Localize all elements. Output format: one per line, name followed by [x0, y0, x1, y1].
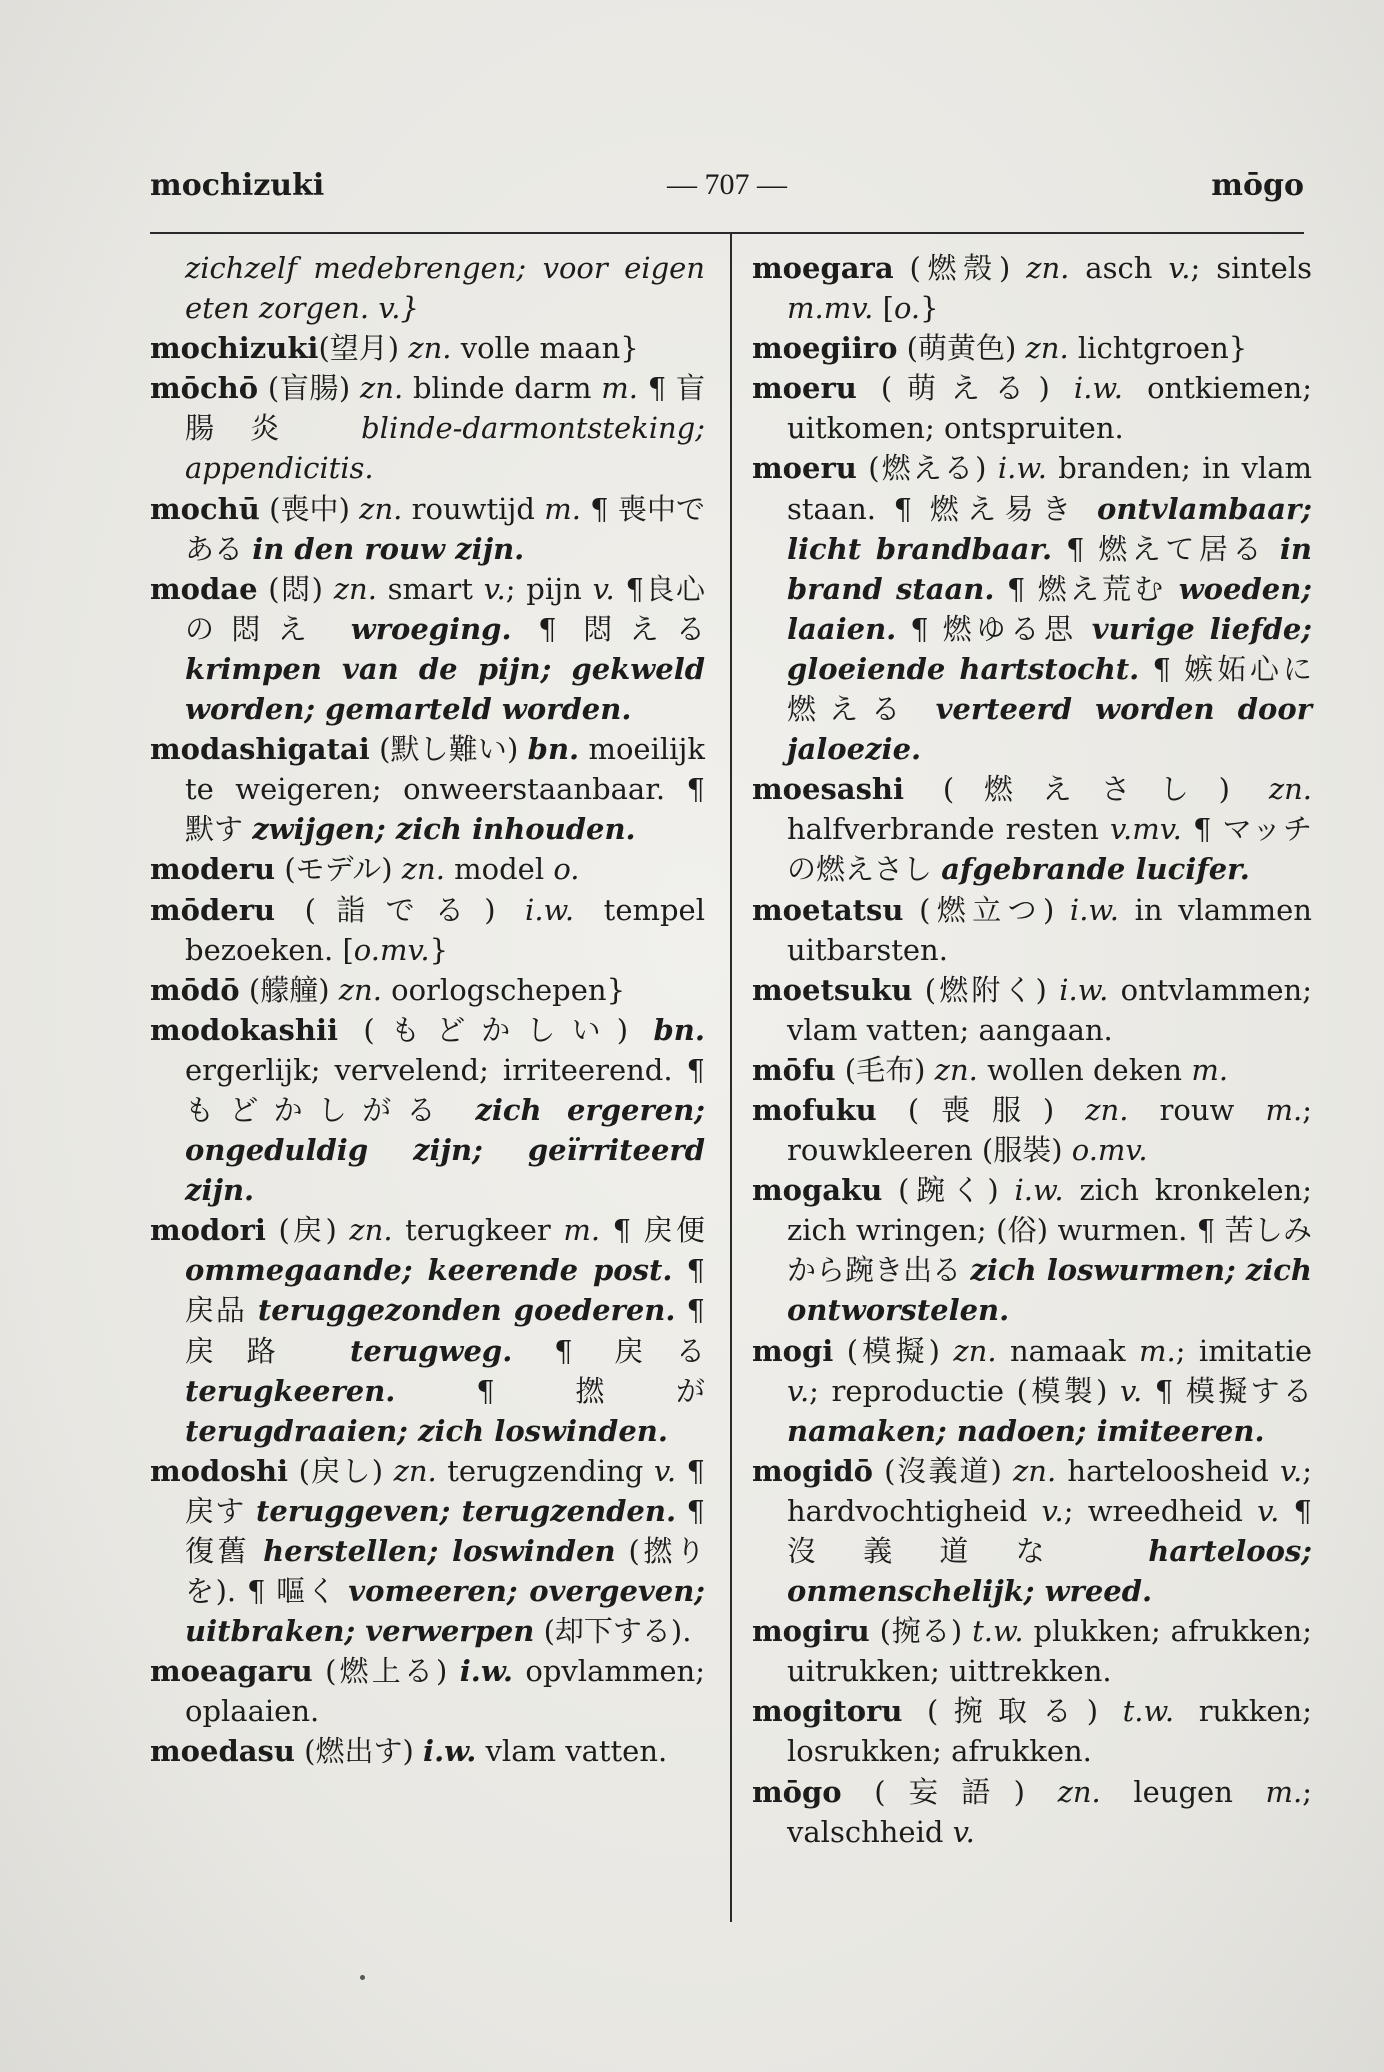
entry-italic-text: zn. — [1026, 251, 1070, 285]
headword: mofuku — [752, 1092, 877, 1127]
dictionary-entry — [752, 448, 1312, 769]
entry-text: moeilijk te weigeren; onweerstaanbaar. ¶ 默す — [185, 732, 705, 847]
entry-italic-text: v. — [952, 1814, 975, 1849]
headword: modokashii — [150, 1012, 338, 1047]
entry-italic-text: wroeging. — [350, 611, 512, 646]
entry-text: ¶ 喪中である — [185, 491, 705, 566]
dictionary-entry — [752, 1611, 1312, 1691]
entry-italic-text: terugweg. — [350, 1333, 513, 1368]
headword: moedasu — [150, 1734, 295, 1769]
entry-italic-text: v. — [1257, 1493, 1280, 1528]
entry-text: terugzending — [436, 1453, 654, 1488]
headword: mōfu — [752, 1052, 836, 1087]
entry-italic-text: v. — [787, 1373, 810, 1408]
entry-italic-text: zn. — [934, 1052, 978, 1087]
dictionary-entry — [150, 569, 705, 729]
entry-text: (燃上る) — [312, 1654, 460, 1689]
entry-italic-text: zich loswurmen; zich ontworstelen. — [787, 1253, 1313, 1328]
entry-text: (燃立つ) — [903, 892, 1070, 927]
headword: mogi — [752, 1333, 834, 1368]
entry-italic-text: teruggeven; terugzenden. — [256, 1493, 677, 1528]
entry-italic-text: m. — [563, 1213, 601, 1248]
entry-text: } — [920, 291, 939, 326]
entry-text: (萌黄色) — [897, 331, 1026, 366]
entry-italic-text: v.} — [369, 291, 419, 326]
entry-text: ¶良心の悶え — [185, 571, 705, 646]
entry-italic-text: zn. — [349, 1213, 393, 1248]
entry-text: ontvlammen; vlam vatten; aangaan. — [787, 972, 1312, 1047]
headword: mogitoru — [752, 1694, 903, 1729]
entry-text: (モデル) — [275, 852, 402, 887]
entry-italic-text: blinde-darmontsteking; appendicitis. — [185, 411, 705, 486]
entry-text: (捥取る) — [902, 1694, 1123, 1729]
entry-text: rukken; losrukken; afrukken. — [787, 1694, 1312, 1769]
entry-italic-text: zn. — [393, 1453, 437, 1488]
entry-text: blinde darm — [403, 371, 602, 406]
entry-text: (燃殼) — [893, 251, 1027, 285]
entry-italic-text: v. — [1280, 1453, 1303, 1488]
dictionary-entry — [150, 970, 705, 1010]
entry-text: ¶ 戻便 — [600, 1213, 705, 1248]
entry-italic-text: i.w. — [525, 892, 575, 927]
entry-text: vlam vatten. — [476, 1734, 668, 1769]
entry-text: (喪服) — [876, 1092, 1086, 1127]
entry-italic-text: zn. — [953, 1333, 997, 1368]
entry-text: smart — [376, 571, 484, 606]
headword: moesashi — [752, 772, 905, 807]
entry-italic-text: bn. — [527, 732, 580, 767]
entry-continuation — [150, 248, 705, 328]
entry-text: (盲腸) — [258, 371, 360, 406]
entry-text: [ — [873, 291, 894, 326]
entry-text: (燃えさし) — [904, 772, 1269, 807]
entry-italic-text: v. — [1041, 1493, 1064, 1528]
entry-italic-text: m. — [1265, 1774, 1303, 1809]
entry-italic-text: i.w. — [459, 1654, 514, 1689]
headword: mogaku — [752, 1173, 883, 1208]
entry-italic-text: herstellen; loswinden — [263, 1534, 616, 1568]
header-first-word: mochizuki — [150, 168, 325, 203]
headword: mōdō — [150, 972, 240, 1007]
entry-text: ¶ 嫉妬心に燃える — [787, 651, 1312, 727]
entry-text: ¶ 燃ゆる思 — [896, 611, 1092, 646]
entry-italic-text: v. — [483, 571, 506, 606]
headword: mochizuki — [150, 331, 319, 366]
entry-text: ¶ 沒義道な — [787, 1493, 1313, 1568]
dictionary-entry — [752, 769, 1312, 889]
entry-italic-text: zichzelf medebrengen; voor eigen eten zorgen. — [185, 251, 705, 326]
entry-italic-text: m.mv. — [787, 291, 874, 326]
print-speck — [360, 1975, 365, 1980]
entry-italic-text: m. — [544, 491, 581, 526]
right-column — [752, 248, 1312, 1852]
dictionary-entry — [150, 1651, 705, 1731]
dictionary-entry — [150, 890, 705, 970]
headword: moeru — [752, 451, 857, 486]
dictionary-entry — [752, 1090, 1312, 1170]
entry-italic-text: ontvlambaar; licht brandbaar. — [787, 491, 1312, 566]
headword: modoshi — [150, 1453, 289, 1488]
entry-text: halfverbrande resten — [787, 812, 1111, 847]
entry-italic-text: v. — [653, 1453, 677, 1488]
entry-text: ; wreedheid — [1063, 1493, 1258, 1528]
entry-italic-text: m. — [601, 371, 638, 406]
dictionary-entry — [752, 248, 1312, 328]
headword: mōchō — [150, 371, 259, 406]
entry-italic-text: in den rouw zijn. — [252, 531, 525, 566]
entry-italic-text: v. — [1120, 1373, 1143, 1408]
headword: mochū — [150, 491, 260, 526]
entry-text: (沒義道) — [872, 1453, 1014, 1488]
headword: modae — [150, 571, 258, 606]
entry-text: model — [444, 852, 554, 887]
entry-text: rouwtijd — [402, 491, 545, 526]
entry-text: (燃附く) — [912, 972, 1060, 1007]
entry-text: } — [429, 932, 449, 967]
entry-italic-text: bn. — [653, 1012, 705, 1047]
dictionary-entry — [752, 1331, 1312, 1451]
entry-text: (踠く) — [882, 1173, 1015, 1208]
entry-italic-text: zn. — [1013, 1453, 1057, 1488]
entry-italic-text: i.w. — [1014, 1173, 1064, 1208]
entry-text: asch — [1069, 251, 1169, 285]
entry-text: ¶ 盲腸炎 — [185, 371, 705, 446]
running-header — [150, 168, 1304, 218]
entry-italic-text: o. — [893, 291, 921, 326]
entry-italic-text: in brand staan. — [787, 531, 1313, 606]
dictionary-entry — [752, 890, 1312, 970]
entry-text: (却下する). — [534, 1614, 692, 1649]
headword: moegara — [752, 251, 894, 285]
entry-italic-text: t.w. — [972, 1614, 1024, 1649]
headword: modashigatai — [150, 732, 370, 767]
headword: moegiiro — [752, 331, 898, 366]
entry-text: (詣でる) — [275, 892, 526, 927]
entry-text: harteloosheid — [1056, 1453, 1281, 1488]
entry-italic-text: terugdraaien; zich loswinden. — [185, 1413, 668, 1448]
entry-italic-text: teruggezonden goederen. — [257, 1293, 676, 1328]
dictionary-entry — [150, 1451, 705, 1651]
column-divider — [730, 232, 732, 1922]
entry-text: ; hardvochtigheid — [787, 1453, 1312, 1528]
entry-text: rouw — [1128, 1092, 1266, 1127]
entry-italic-text: ommegaande; keerende post. — [185, 1253, 673, 1288]
entry-text: lichtgroen} — [1068, 331, 1248, 366]
dictionary-entry — [752, 1691, 1312, 1771]
entry-text: ¶ 燃えて居る — [1052, 531, 1280, 566]
header-last-word: mōgo — [1211, 168, 1304, 203]
entry-text: (燃出す) — [294, 1734, 424, 1769]
dictionary-entry — [150, 489, 705, 569]
entry-text: (燃える) — [856, 451, 998, 486]
entry-italic-text: vurige liefde; gloeiende hartstocht. — [787, 611, 1313, 686]
headword: moeru — [752, 371, 857, 406]
entry-italic-text: m. — [1265, 1092, 1303, 1127]
entry-text: ; reproductie (模製) — [809, 1373, 1121, 1408]
dictionary-entry — [752, 1050, 1312, 1090]
page-number: — 707 — — [667, 168, 787, 201]
entry-italic-text: zn. — [360, 371, 404, 406]
entry-italic-text: o. — [553, 852, 580, 887]
entry-italic-text: krimpen van de pijn; gekweld worden; gemarteld worden. — [185, 651, 705, 727]
entry-italic-text: zwijgen; zich inhouden. — [252, 812, 636, 847]
dictionary-entry — [752, 368, 1312, 448]
headword: mōderu — [150, 892, 276, 927]
dictionary-entry — [150, 1731, 705, 1771]
entry-italic-text: woeden; laaien. — [787, 571, 1312, 646]
entry-italic-text: i.w. — [1073, 371, 1124, 406]
entry-text: plukken; afrukken; uitrukken; uittrekken. — [787, 1614, 1312, 1689]
entry-italic-text: i.w. — [1059, 972, 1109, 1007]
entry-text: volle maan} — [451, 331, 639, 366]
entry-text: in vlammen uitbarsten. — [787, 892, 1312, 967]
entry-text: (喪中) — [259, 491, 360, 526]
entry-text: (もどかしい) — [337, 1012, 654, 1047]
entry-text: ¶ 復舊 — [185, 1493, 705, 1568]
entry-italic-text: zn. — [338, 972, 382, 1007]
entry-italic-text: zn. — [359, 491, 403, 526]
entry-italic-text: m. — [1139, 1333, 1176, 1368]
entry-text: leugen — [1100, 1774, 1266, 1809]
entry-italic-text: namaken; nadoen; imiteeren. — [787, 1413, 1265, 1448]
entry-text: ; valschheid — [787, 1774, 1312, 1849]
entry-italic-text: afgebrande lucifer. — [941, 852, 1250, 887]
dictionary-entry — [752, 1170, 1312, 1330]
entry-italic-text: zn. — [1057, 1774, 1101, 1809]
entry-text: terugkeer — [392, 1213, 564, 1248]
entry-text: ; imitatie — [1175, 1333, 1312, 1368]
headword: mōgo — [752, 1774, 842, 1809]
entry-italic-text: i.w. — [423, 1734, 477, 1769]
headword: moeagaru — [150, 1654, 313, 1689]
entry-italic-text: zn. — [408, 331, 452, 366]
entry-text: ¶ 悶える — [511, 611, 705, 646]
dictionary-entry — [752, 970, 1312, 1050]
entry-italic-text: m. — [1191, 1052, 1229, 1087]
dictionary-entry — [150, 849, 705, 889]
entry-text: (模擬) — [833, 1333, 954, 1368]
entry-text: ¶ 戻る — [512, 1333, 706, 1368]
entry-italic-text: zn. — [401, 852, 445, 887]
entry-text: ergerlijk; vervelend; irriteerend. ¶ もどかしがる — [185, 1052, 705, 1127]
entry-italic-text: t.w. — [1122, 1694, 1175, 1729]
left-column — [150, 248, 705, 1772]
entry-italic-text: terugkeeren. — [185, 1373, 396, 1408]
dictionary-entry — [752, 1772, 1312, 1852]
dictionary-entry — [752, 328, 1312, 368]
headword: moderu — [150, 852, 276, 887]
dictionary-entry — [150, 328, 705, 368]
dictionary-entry — [150, 1010, 705, 1210]
entry-text: (默し難い) — [369, 732, 528, 767]
entry-text: ¶ 戻路 — [185, 1293, 705, 1368]
entry-text: ¶ 戻す — [185, 1453, 705, 1528]
entry-text: ¶ 撚が — [395, 1373, 705, 1408]
entry-text: ¶ マッチの燃えさし — [787, 812, 1312, 887]
entry-text: ; sintels — [1190, 251, 1312, 285]
headword: mogiru — [752, 1614, 870, 1649]
entry-text: (戻し) — [288, 1453, 394, 1488]
entry-text: ¶ 燃え荒む — [994, 571, 1179, 606]
entry-text: ¶ 模擬する — [1142, 1373, 1312, 1408]
headword: moetatsu — [752, 892, 904, 927]
dictionary-entry — [150, 1210, 705, 1451]
entry-text: zich kronkelen; zich wringen; (俗) wurmen. ¶ 苦しみから踠き出る — [787, 1173, 1312, 1288]
entry-italic-text: i.w. — [1069, 892, 1120, 927]
entry-text: (望月) — [318, 331, 409, 366]
entry-text: (捥る) — [869, 1614, 973, 1649]
headword: moetsuku — [752, 972, 913, 1007]
header-rule — [150, 232, 1304, 234]
entry-italic-text: o.mv. — [353, 932, 430, 967]
entry-italic-text: o.mv. — [1071, 1133, 1148, 1168]
headword: mogidō — [752, 1453, 873, 1488]
dictionary-entry — [752, 1451, 1312, 1611]
entry-text: branden; in vlam staan. ¶ 燃え易き — [787, 451, 1312, 526]
entry-text: (妄語) — [841, 1774, 1058, 1809]
entry-text: (悶) — [257, 571, 334, 606]
entry-text: (撚りを). ¶ 嘔く — [185, 1534, 706, 1609]
entry-italic-text: v. — [1168, 251, 1191, 285]
entry-italic-text: zn. — [1025, 331, 1069, 366]
entry-italic-text: v. — [592, 571, 615, 606]
dictionary-entry — [150, 368, 705, 488]
entry-text: tempel bezoeken. [ — [185, 892, 705, 967]
entry-text: namaak — [996, 1333, 1140, 1368]
entry-text: (戻) — [265, 1213, 350, 1248]
entry-italic-text: zn. — [1268, 772, 1312, 807]
entry-text: (艨艟) — [239, 972, 339, 1007]
entry-text: ; rouwkleeren (服裝) — [787, 1092, 1312, 1168]
entry-text: ; pijn — [505, 571, 593, 606]
entry-text: ontkiemen; uitkomen; ontspruiten. — [787, 371, 1312, 446]
entry-italic-text: zn. — [1085, 1092, 1129, 1127]
entry-text: (毛布) — [835, 1052, 935, 1087]
entry-italic-text: v.mv. — [1110, 812, 1182, 847]
entry-italic-text: vomeeren; overgeven; uitbraken; verwerpen — [185, 1574, 706, 1649]
entry-italic-text: zn. — [333, 571, 377, 606]
headword: modori — [150, 1213, 266, 1248]
entry-text: wollen deken — [977, 1052, 1192, 1087]
dictionary-entry — [150, 729, 705, 849]
entry-italic-text: zich ergeren; ongeduldig zijn; geïrriteerd zijn. — [185, 1092, 705, 1208]
entry-italic-text: verteerd worden door jaloezie. — [787, 692, 1312, 767]
entry-text: oorlogschepen} — [381, 972, 626, 1007]
entry-text: (萌える) — [856, 371, 1074, 406]
entry-text: opvlammen; oplaaien. — [185, 1654, 705, 1729]
entry-text: ¶ 戻品 — [185, 1253, 705, 1328]
entry-italic-text: i.w. — [997, 451, 1047, 486]
entry-italic-text: harteloos; onmenschelijk; wreed. — [787, 1534, 1312, 1609]
